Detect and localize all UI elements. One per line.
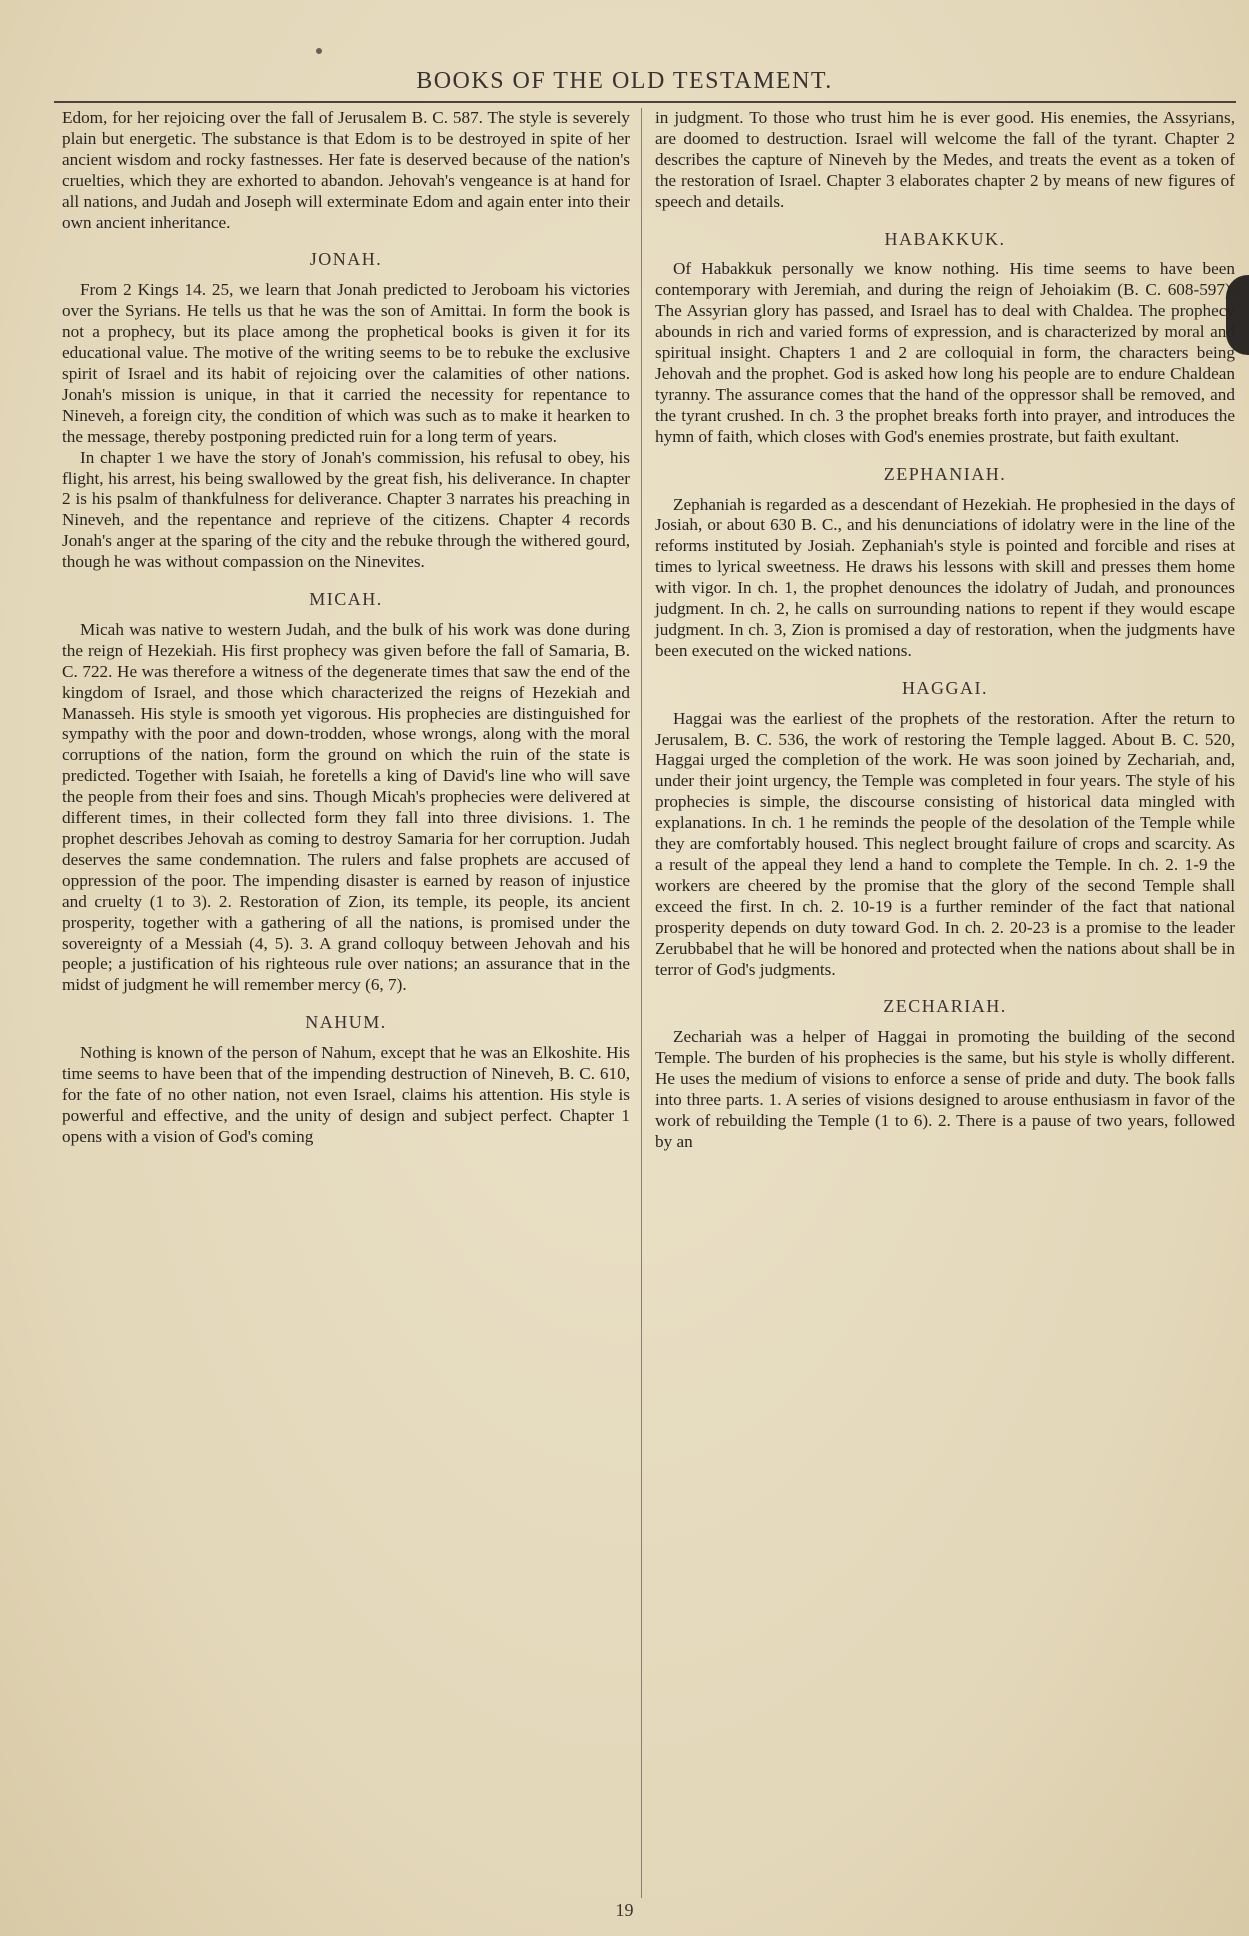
section-heading-jonah: JONAH. <box>309 249 383 270</box>
nahum-continued-paragraph: in judgment. To those who trust him he is ever good. His enemies, the Assyrians, are doomed to destruction. Israel will welcome the fall of the tyrant. Chapter 2 describes the capture of Nineveh by the Medes, and treats the event as a token of the restoration of Israel. Chapter 3 elaborates chapter 2 by means of new figures of speech and details. <box>655 108 1235 211</box>
section-heading-nahum: NAHUM. <box>305 1012 387 1033</box>
section-heading-zechariah: ZECHARIAH. <box>883 996 1007 1017</box>
habakkuk-paragraph-1: Of Habakkuk personally we know nothing. His time seems to have been contemporary with Jeremiah, and during the reign of Jehoiakim (B. C. 608-597). The Assyrian glory has passed, and Israel has to deal with Chaldea. The prophecy abounds in rich and varied forms of expression, and is characterized by moral and spiritual insight. Chapters 1 and 2 are colloquial in form, the characters being Jehovah and the prophet. God is asked how long his people are to endure Chaldean tyranny. The assurance comes that the hand of the oppressor shall be removed, and the tyrant crushed. In ch. 3 the prophet breaks forth into prayer, and introduces the hymn of faith, which closes with God's enemies prostrate, but faith exultant. <box>655 259 1235 446</box>
haggai-paragraph-1: Haggai was the earliest of the prophets of the restoration. After the return to Jerusalem, B. C. 536, the work of restoring the Temple lagged. About B. C. 520, Haggai urged the completion of the work. He was soon joined by Zechariah, and, under their joint urgency, the Temple was completed in four years. The style of his prophecies is simple, the discourse consisting of historical data mingled with explanations. In ch. 1 he reminds the people of the desolation of the Temple while they are comfortably housed. This neglect brought failure of crops and scarcity. As a result of the appeal they lend a hand to complete the Temple. In ch. 2. 1-9 the workers are cheered by the promise that the glory of the second Temple shall exceed the first. In ch. 2. 10-19 is a further reminder of the fact that national prosperity depends on duty toward God. In ch. 2. 20-23 is a promise to the leader Zerubbabel that he will be honored and protected when the nations about shall be in terror of God's judgments. <box>655 708 1235 979</box>
header-rule <box>54 101 1236 103</box>
micah-paragraph-1: Micah was native to western Judah, and the bulk of his work was done during the reign of Hezekiah. His first prophecy was given before the fall of Samaria, B. C. 722. He was therefore a witness of the degenerate times that saw the end of the kingdom of Israel, and those which characterized the reigns of Hezekiah and Manasseh. His style is smooth yet vigorous. His prophecies are distinguished for sympathy with the poor and down-trodden, whose wrongs, along with the moral corruptions of the nation, form the ground on which the ruin of the state is predicted. Together with Isaiah, he foretells a king of David's line who will save the people from their foes and sins. Though Micah's prophecies were delivered at different times, in their collected form they fall into three divisions. 1. The prophet describes Jehovah as coming to destroy Samaria for her corruption. Judah deserves the same condemnation. The rulers and false prophets are accused of oppression of the poor. The impending disaster is earned by reason of injustice and cruelty (1 to 3). 2. Restoration of Zion, its temple, its people, its ancient prosperity, together with a gathering of all the nations, is promised under the sovereignty of a Messiah (4, 5). 3. A grand colloquy between Jehovah and his people; a justification of his righteous rule over nations; an assurance that in the midst of judgment he will remember mercy (6, 7). <box>62 619 630 995</box>
section-heading-micah: MICAH. <box>309 589 383 610</box>
zechariah-paragraph-1: Zechariah was a helper of Haggai in promoting the building of the second Temple. The burden of his prophecies is the same, but his style is wholly different. He uses the medium of visions to enforce a sense of pride and duty. The book falls into three parts. 1. A series of visions designed to arouse enthusiasm in favor of the work of rebuilding the Temple (1 to 6). 2. There is a pause of two years, followed by an <box>655 1027 1235 1151</box>
section-heading-habakkuk: HABAKKUK. <box>884 228 1006 249</box>
right-column <box>655 108 1235 1153</box>
nahum-paragraph-1: Nothing is known of the person of Nahum, except that he was an Elkoshite. His time seems to have been that of the impending destruction of Nineveh, B. C. 610, for the fate of no other nation, not even Israel, claims his attention. His style is powerful and effective, and the unity of design and subject perfect. Chapter 1 opens with a vision of God's coming <box>62 1043 630 1146</box>
section-heading-zephaniah: ZEPHANIAH. <box>883 463 1007 484</box>
page-number: 19 <box>615 1900 634 1920</box>
column-divider <box>641 108 642 1898</box>
jonah-paragraph-2: In chapter 1 we have the story of Jonah's commission, his refusal to obey, his flight, his arrest, his being swallowed by the great fish, his deliverance. In chapter 2 is his psalm of thankfulness for deliverance. Chapter 3 narrates his preaching in Nineveh, and the repentance and reprieve of the citizens. Chapter 4 records Jonah's anger at the sparing of the city and the rebuke through the withered gourd, though he was without compassion on the Ninevites. <box>62 447 630 572</box>
ink-dot <box>316 48 322 54</box>
section-heading-haggai: HAGGAI. <box>902 677 988 698</box>
zephaniah-paragraph-1: Zephaniah is regarded as a descendant of Hezekiah. He prophesied in the days of Josiah, or about 630 B. C., and his denunciations of idolatry were in the line of the reforms instituted by Josiah. Zephaniah's style is pointed and forcible and rises at times to lyrical sweetness. He draws his lessons with skill and presses them home with vigor. In ch. 1, the prophet denounces the idolatry of Judah, and pronounces judgment. In ch. 2, he calls on surrounding nations to repent if they would escape judgment. In ch. 3, Zion is promised a day of restoration, when the judgments have been executed on the wicked nations. <box>655 494 1235 660</box>
obadiah-continued-paragraph: Edom, for her rejoicing over the fall of Jerusalem B. C. 587. The style is severely plain but energetic. The substance is that Edom is to be destroyed in spite of her ancient wisdom and rocky fastnesses. Her fate is deserved because of the nation's cruelties, which they are exhorted to abandon. Jehovah's vengeance is at hand for all nations, and Judah and Joseph will exterminate Edom and again enter into their own ancient inheritance. <box>62 108 630 232</box>
running-title: BOOKS OF THE OLD TESTAMENT. <box>416 68 833 94</box>
jonah-paragraph-1: From 2 Kings 14. 25, we learn that Jonah predicted to Jeroboam his victories over the Syrians. He tells us that he was the son of Amittai. In form the book is not a prophecy, but its place among the prophetical books is given it for its educational value. The motive of the writing seems to be to rebuke the exclusive spirit of Israel and its habit of rejoicing over the calamities of other nations. Jonah's mission is unique, in that it carried the necessity for repentance to Nineveh, a foreign city, the condition of which was such as to make it hearken to the message, thereby postponing predicted ruin for a long term of years. <box>62 280 630 446</box>
left-column <box>62 108 630 1148</box>
